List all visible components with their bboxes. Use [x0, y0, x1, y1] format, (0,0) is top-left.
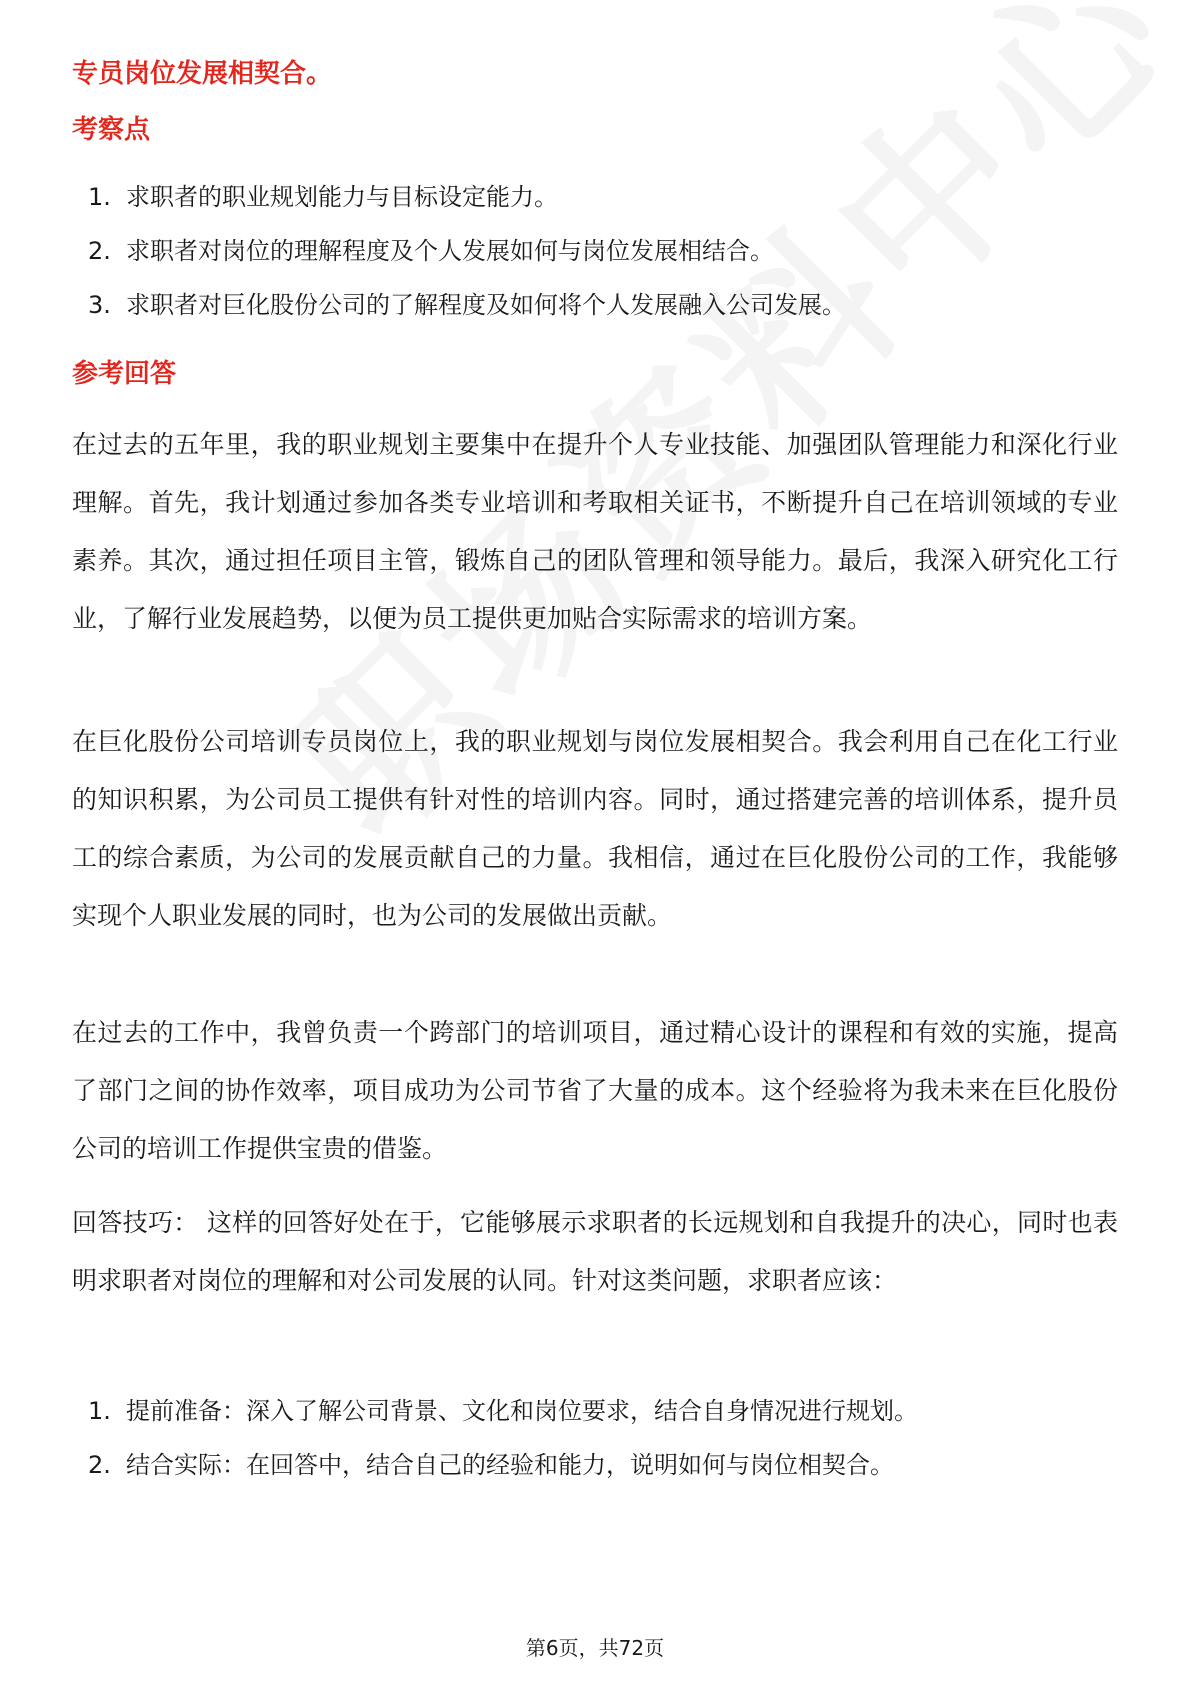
- list-number: 1.: [88, 1397, 111, 1425]
- list-item: [88, 1394, 918, 1428]
- answer-paragraph: 在巨化股份公司培训专员岗位上，我的职业规划与岗位发展相契合。我会利用自己在化工行业的知识积累，为公司员工提供有针对性的培训内容。同时，通过搭建完善的培训体系，提升员工的综合素质，为公司的发展贡献自己的力量。我相信，通过在巨化股份公司的工作，我能够实现个人职业发展的同时，也为公司的发展做出贡献。: [72, 727, 1118, 930]
- list-number: 3.: [88, 291, 111, 319]
- section-title-points: 考察点: [72, 115, 151, 145]
- page-footer: 第6页，共72页: [525, 1636, 665, 1660]
- section-title-answer: 参考回答: [72, 359, 177, 389]
- list-text: 求职者对巨化股份公司的了解程度及如何将个人发展融入公司发展。: [126, 291, 846, 319]
- answer-paragraph: 在过去的五年里，我的职业规划主要集中在提升个人专业技能、加强团队管理能力和深化行业理解。首先，我计划通过参加各类专业培训和考取相关证书，不断提升自己在培训领域的专业素养。其次，通过担任项目主管，锻炼自己的团队管理和领导能力。最后，我深入研究化工行业，了解行业发展趋势，以便为员工提供更加贴合实际需求的培训方案。: [72, 430, 1118, 633]
- tips-paragraph: 回答技巧： 这样的回答好处在于，它能够展示求职者的长远规划和自我提升的决心，同时也表明求职者对岗位的理解和对公司发展的认同。针对这类问题，求职者应该：: [72, 1208, 1118, 1295]
- list-text: 结合实际：在回答中，结合自己的经验和能力，说明如何与岗位相契合。: [126, 1451, 894, 1479]
- list-item: [88, 180, 558, 214]
- list-item: [88, 1448, 894, 1482]
- list-number: 2.: [88, 237, 111, 265]
- list-text: 提前准备：深入了解公司背景、文化和岗位要求，结合自身情况进行规划。: [126, 1397, 918, 1425]
- list-number: 2.: [88, 1451, 111, 1479]
- list-number: 1.: [88, 183, 111, 211]
- list-item: [88, 288, 846, 322]
- list-text: 求职者的职业规划能力与目标设定能力。: [126, 183, 558, 211]
- intro-line: 专员岗位发展相契合。: [72, 59, 333, 89]
- list-item: [88, 234, 774, 268]
- answer-paragraph: 在过去的工作中，我曾负责一个跨部门的培训项目，通过精心设计的课程和有效的实施，提高了部门之间的协作效率，项目成功为公司节省了大量的成本。这个经验将为我未来在巨化股份公司的培训工作提供宝贵的借鉴。: [72, 1018, 1118, 1163]
- list-text: 求职者对岗位的理解程度及个人发展如何与岗位发展相结合。: [126, 237, 774, 265]
